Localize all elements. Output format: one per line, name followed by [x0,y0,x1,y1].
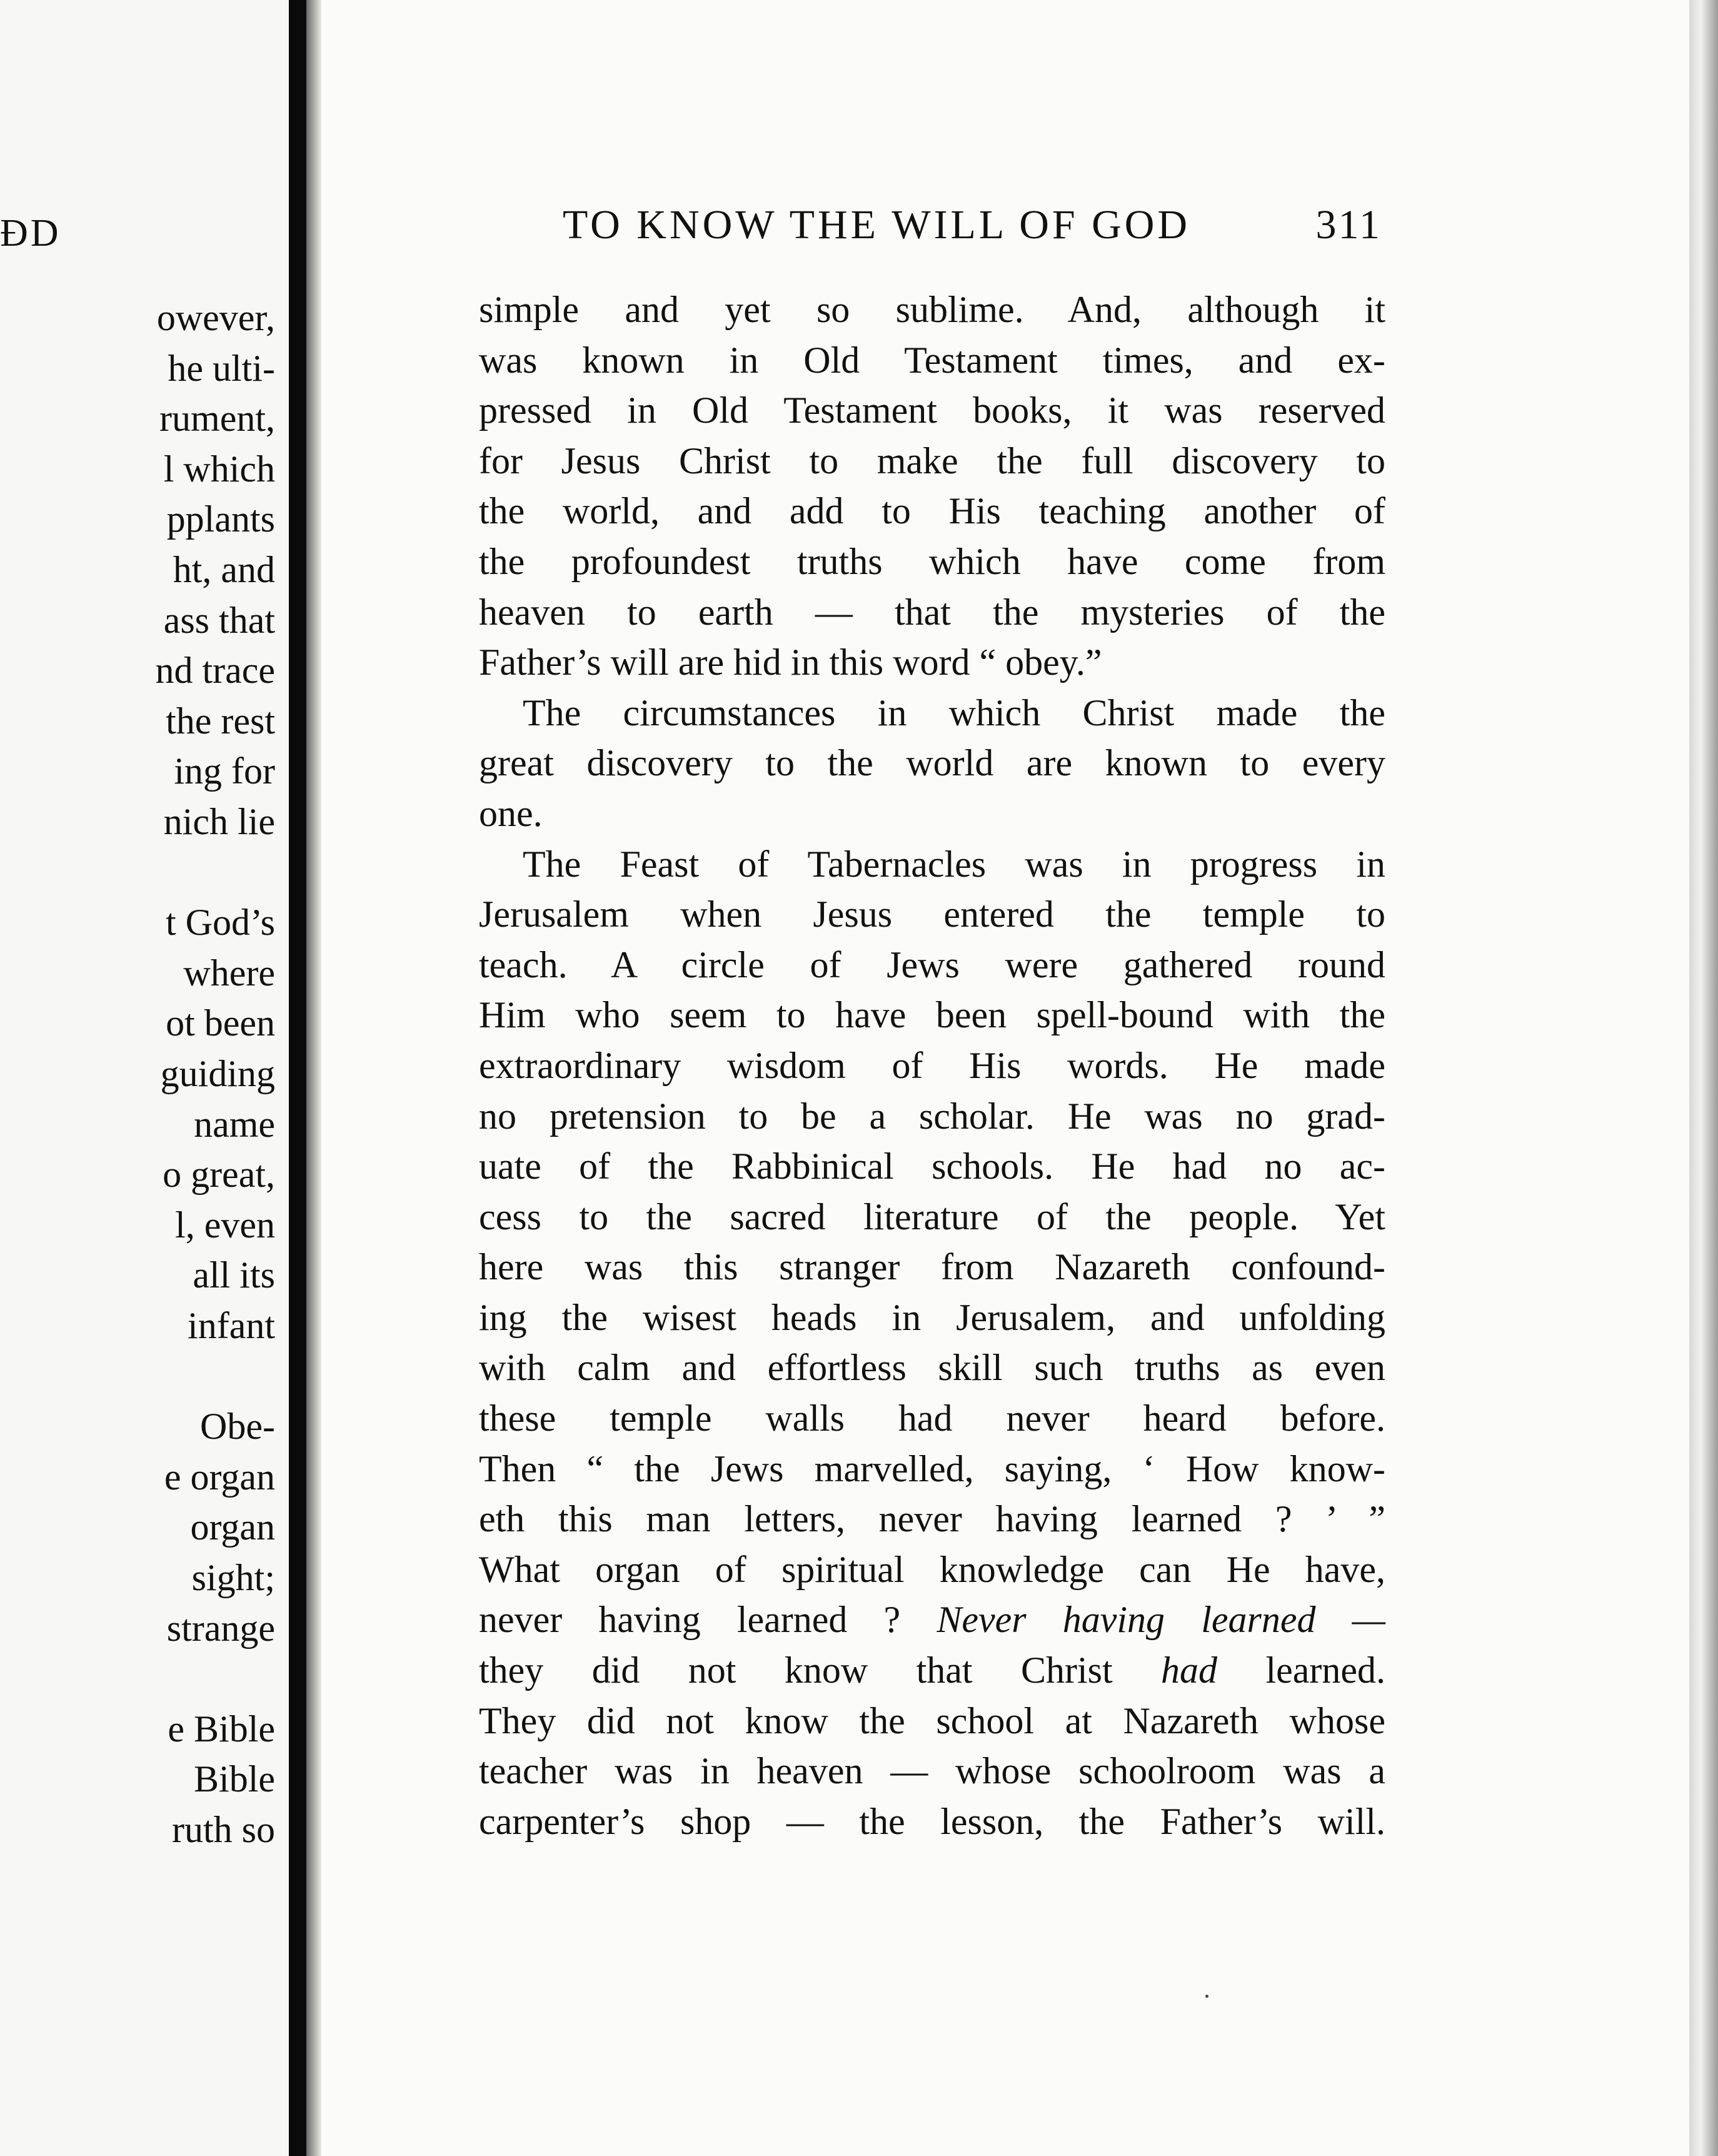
left-page-line: where [183,952,275,994]
left-page-line: Obe- [200,1406,275,1448]
left-page-line: all its [193,1254,275,1296]
text-line: for Jesus Christ to make the full discovery to [479,440,1385,481]
left-page-line: he ulti- [168,347,275,389]
text-line: heaven to earth — that the mysteries of the [479,591,1385,633]
left-page-line: o great, [163,1154,275,1196]
left-page-line: t God’s [165,902,275,944]
text-line: Him who seem to have been spell-bound with the [479,994,1385,1036]
text-line: eth this man letters, never having learned ? ’ ” [479,1498,1385,1540]
running-head [563,201,1382,249]
left-page-text [0,0,289,2156]
text-line: pressed in Old Testament books, it was reserved [479,390,1385,431]
left-page-line: ht, and [173,549,275,590]
italic-emphasis: Never having learned — [937,1599,1385,1641]
text-line: simple and yet so sublime. And, although it [479,289,1385,330]
text-line: extraordinary wisdom of His words. He made [479,1044,1385,1086]
left-page-line: ing for [174,750,275,792]
left-page-line: ass that [163,599,275,641]
text-line: They did not know the school at Nazareth whose [479,1700,1385,1741]
text-line [479,1594,1385,1645]
text-line: Father’s will are hid in this word “ obey.” [479,642,1102,683]
text-line: carpenter’s shop — the lesson, the Father’s will. [479,1800,1385,1842]
left-page-line: l which [163,448,275,490]
gutter-shadow [306,0,321,2156]
running-head-title: TO KNOW THE WILL OF GOD [563,202,1191,248]
text-segment: they did not know that Christ [479,1650,1113,1691]
text-segment: learned. [1265,1650,1385,1691]
text-segment: never having learned ? [479,1599,901,1641]
body-text [479,285,1385,1846]
text-line: teacher was in heaven — whose schoolroom was a [479,1750,1385,1792]
left-page-line: pplants [166,498,275,540]
left-facing-page [0,0,289,2156]
text-line: Then “ the Jews marvelled, saying, ‘ How know- [479,1448,1385,1489]
left-page-line: nich lie [163,801,275,842]
text-line: The Feast of Tabernacles was in progress in [523,843,1385,885]
text-line: uate of the Rabbinical schools. He had no ac- [479,1146,1385,1187]
left-page-line: nd trace [155,650,275,692]
page-number: 311 [1315,202,1382,248]
text-line: here was this stranger from Nazareth confound- [479,1246,1385,1288]
left-running-head: ÐD [0,212,61,254]
text-line: the world, and add to His teaching another of [479,490,1385,532]
text-line: one. [479,792,543,834]
left-page-line: owever, [156,297,275,338]
text-line: no pretension to be a scholar. He was no grad- [479,1095,1385,1137]
left-page-line: infant [188,1305,275,1346]
text-line: was known in Old Testament times, and ex- [479,339,1385,381]
left-page-line: organ [190,1506,275,1548]
left-page-line: sight; [191,1557,275,1598]
italic-emphasis: had [1161,1650,1218,1691]
left-page-line: rument, [159,398,275,440]
text-line: What organ of spiritual knowledge can He have, [479,1548,1385,1590]
text-line: teach. A circle of Jews were gathered round [479,944,1385,985]
text-line: The circumstances in which Christ made the [523,692,1385,733]
left-page-line: ot been [166,1002,275,1044]
left-page-line: strange [166,1607,275,1649]
left-page-line: guiding [160,1053,275,1094]
paper-speck [1205,1995,1208,1998]
page-edge [1689,0,1718,2156]
text-line: ing the wisest heads in Jerusalem, and unfolding [479,1296,1385,1338]
left-page-line: ruth so [172,1809,275,1850]
text-line: with calm and effortless skill such truths as even [479,1347,1385,1389]
left-page-line: the rest [166,700,275,742]
text-line: cess to the sacred literature of the people. Yet [479,1196,1385,1237]
text-line: Jerusalem when Jesus entered the temple to [479,894,1385,935]
text-line: great discovery to the world are known to every [479,742,1385,784]
left-page-line: Bible [194,1758,275,1800]
left-page-line: e organ [164,1456,275,1498]
text-line: these temple walls had never heard before. [479,1398,1385,1439]
text-line [479,1645,1385,1696]
left-page-line: l, even [175,1204,275,1246]
text-line: the profoundest truths which have come from [479,540,1385,582]
left-page-line: e Bible [168,1708,275,1750]
left-page-line: name [194,1103,275,1145]
book-gutter [289,0,306,2156]
